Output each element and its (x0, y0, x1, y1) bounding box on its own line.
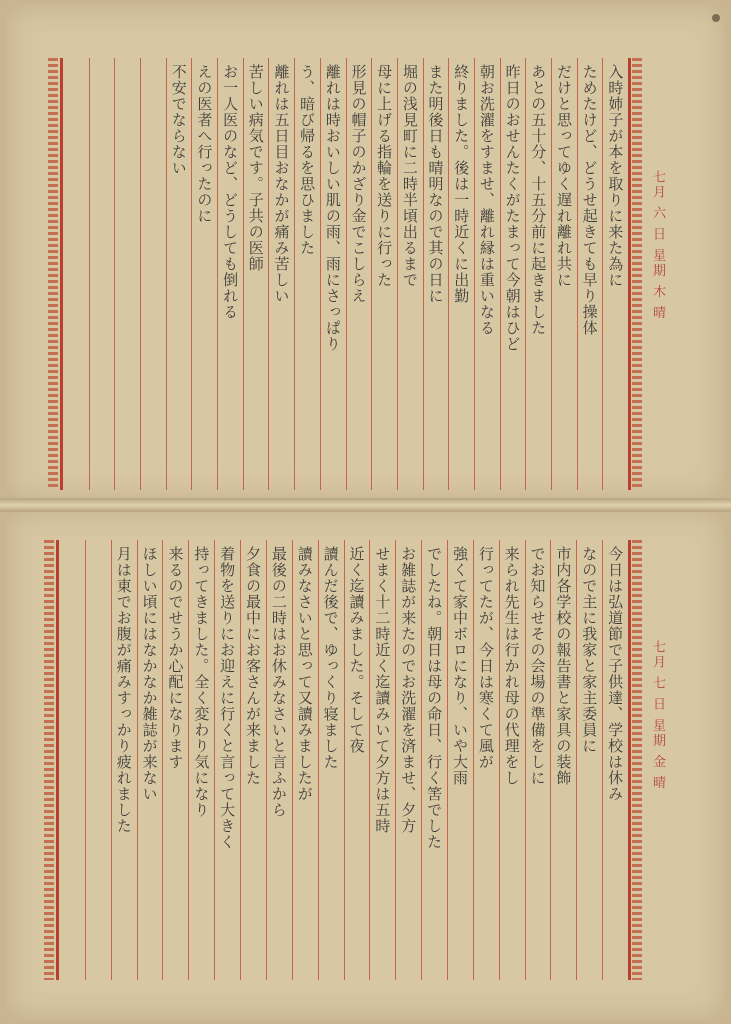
lower-left-border (56, 540, 59, 980)
handwritten-line: 今日は弘道節で子供達、学校は休み (606, 546, 625, 802)
column-rule (346, 58, 347, 490)
column-rule (162, 540, 163, 980)
lower-right-wavy-border (632, 540, 642, 980)
handwritten-line: お一人医のなど、どうしても倒れる (221, 64, 240, 320)
column-rule (423, 58, 424, 490)
upper-date-header: 七月 六 日 星期 木 晴 (650, 170, 665, 321)
handwritten-line: 最後の二時はお休みなさいと言ふから (269, 546, 288, 818)
column-rule (499, 540, 500, 980)
page-fold (0, 498, 731, 512)
handwritten-line: また明後日も晴明なので其の日に (426, 64, 445, 304)
handwritten-line: えの医者へ行ったのに (195, 64, 214, 224)
column-rule (395, 540, 396, 980)
column-rule (166, 58, 167, 490)
handwritten-line: ためたけど、どうせ起きても早り操体 (580, 64, 599, 336)
column-rule (320, 58, 321, 490)
column-rule (500, 58, 501, 490)
column-rule (550, 540, 551, 980)
handwritten-line: 朝お洗濯をすませ、離れ縁は重いなる (477, 64, 496, 336)
column-rule (318, 540, 319, 980)
handwritten-line: 夕食の最中にお客さんが来ました (244, 546, 263, 786)
upper-left-border (60, 58, 63, 490)
column-rule (473, 540, 474, 980)
column-rule (397, 58, 398, 490)
handwritten-line: でお知らせその会場の準備をしに (528, 546, 547, 786)
handwritten-line: 苦しい病気です。子共の医師 (246, 64, 265, 272)
column-rule (266, 540, 267, 980)
handwritten-line: 来られ先生は行かれ母の代理をし (502, 546, 521, 786)
handwritten-line: せまく十二時近く迄讀みいて夕方は五時 (373, 546, 392, 834)
handwritten-line: 離れは五日目おなかが痛み苦しい (272, 64, 291, 304)
binding-hole (712, 14, 720, 22)
handwritten-line: 離れは時おいしい肌の雨、雨にさっぱり (323, 64, 342, 352)
column-rule (525, 58, 526, 490)
lower-date-header: 七月 七 日 星期 金 晴 (650, 640, 665, 791)
handwritten-line: 月は東でお腹が痛みすっかり疲れました (114, 546, 133, 834)
handwritten-line: 堀の浅見町に二時半頃出るまで (400, 64, 419, 288)
handwritten-line: 持ってきました。全く変わり気になり (192, 546, 211, 818)
handwritten-line: 形見の帽子のかざり金でこしらえ (349, 64, 368, 304)
handwritten-line: 入時姉子が本を取りに来た為に (606, 64, 625, 288)
column-rule (448, 58, 449, 490)
column-rule (577, 58, 578, 490)
column-rule (268, 58, 269, 490)
column-rule (188, 540, 189, 980)
handwritten-line: ほしい頃にはなかなか雑誌が来ない (140, 546, 159, 802)
handwritten-line: 近く迄讀みました。そして夜 (347, 546, 366, 754)
column-rule (576, 540, 577, 980)
handwritten-line: 讀みなさいと思って又讀みましたが (295, 546, 314, 802)
column-rule (240, 540, 241, 980)
handwritten-line: 終りました。後は一時近くに出勤 (452, 64, 471, 304)
column-rule (292, 540, 293, 980)
handwritten-line: なので主に我家と家主委員に (580, 546, 599, 754)
lower-left-wavy-border (44, 540, 54, 980)
handwritten-line: 不安でならない (169, 64, 188, 176)
handwritten-line: でしたね。朝日は母の命日、行く筈でした (425, 546, 444, 850)
column-rule (114, 58, 115, 490)
upper-right-border (628, 58, 631, 490)
handwritten-line: お雑誌が来たのでお洗濯を済ませ、夕方 (399, 546, 418, 834)
column-rule (85, 540, 86, 980)
handwritten-line: 昨日のおせんたくがたまって今朝はひど (503, 64, 522, 352)
handwritten-line: だけと思ってゆく遅れ離れ共に (554, 64, 573, 288)
upper-right-wavy-border (632, 58, 642, 490)
handwritten-line: 行ってたが、今日は寒くて風が (476, 546, 495, 770)
handwritten-line: 讀んだ後で、ゆっくり寝ました (321, 546, 340, 770)
column-rule (602, 58, 603, 490)
handwritten-line: 母に上げる指輪を送りに行った (375, 64, 394, 288)
handwritten-line: あとの五十分、十五分前に起きました (529, 64, 548, 336)
column-rule (525, 540, 526, 980)
column-rule (371, 58, 372, 490)
column-rule (551, 58, 552, 490)
column-rule (111, 540, 112, 980)
column-rule (137, 540, 138, 980)
column-rule (191, 58, 192, 490)
handwritten-line: 着物を送りにお迎えに行くと言って大きく (218, 546, 237, 850)
column-rule (421, 540, 422, 980)
handwritten-line: 市内各学校の報告書と家具の装飾 (554, 546, 573, 786)
upper-left-wavy-border (48, 58, 58, 490)
lower-right-border (628, 540, 631, 980)
column-rule (344, 540, 345, 980)
handwritten-line: う、暗び帰るを思ひました (298, 64, 317, 256)
column-rule (214, 540, 215, 980)
column-rule (243, 58, 244, 490)
column-rule (140, 58, 141, 490)
column-rule (447, 540, 448, 980)
column-rule (602, 540, 603, 980)
column-rule (89, 58, 90, 490)
handwritten-line: 来るのでせうか心配になります (166, 546, 185, 770)
column-rule (294, 58, 295, 490)
column-rule (474, 58, 475, 490)
handwritten-line: 強くて家中ボロになり、いや大雨 (450, 546, 469, 786)
column-rule (217, 58, 218, 490)
column-rule (369, 540, 370, 980)
